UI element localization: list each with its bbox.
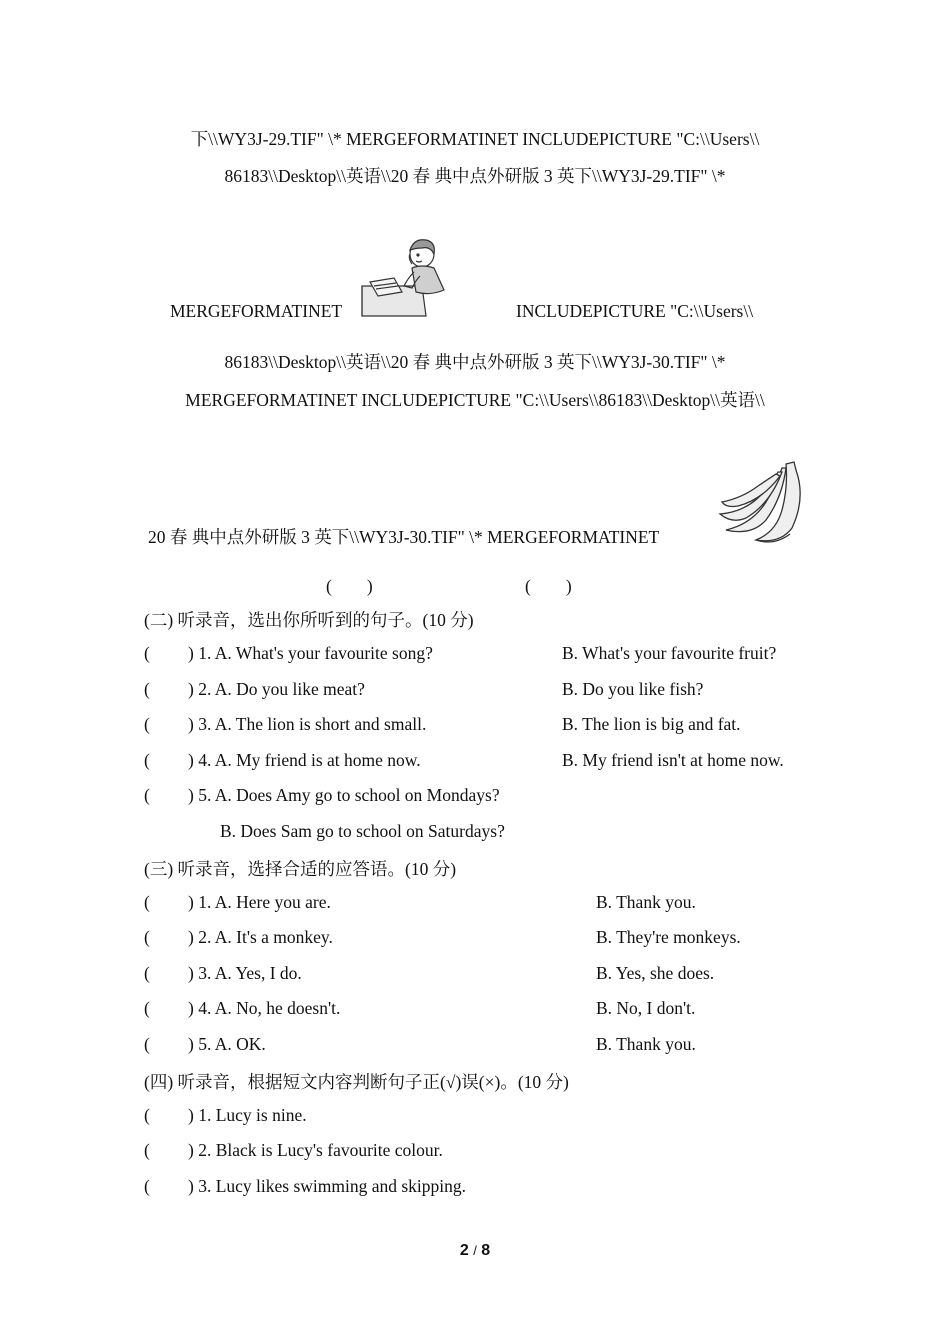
option-a: ) 1. A. What's your favourite song? [188, 643, 433, 663]
section-4-heading: (四) 听录音，根据短文内容判断句子正(√)误(×)。(10 分) [144, 1072, 569, 1092]
statement: ) 1. Lucy is nine. [188, 1105, 307, 1125]
field-code-line-2: 86183\\Desktop\\英语\\20 春 典中点外研版 3 英下\\WY3J-29.TIF" \* [224, 166, 726, 186]
option-b: B. No, I don't. [596, 998, 696, 1018]
statement: ) 3. Lucy likes swimming and skipping. [188, 1176, 467, 1196]
field-code-line-3-left: MERGEFORMATINET [170, 301, 343, 321]
field-code-line-1: 下\\WY3J-29.TIF" \* MERGEFORMATINET INCLUDEPICTURE "C:\\Users\\ [190, 129, 760, 149]
field-code-line-5: MERGEFORMATINET INCLUDEPICTURE "C:\\Users\\86183\\Desktop\\英语\\ [185, 390, 765, 410]
picture-answer-paren-2[interactable]: ( ) [525, 576, 572, 596]
field-code-line-4: 86183\\Desktop\\英语\\20 春 典中点外研版 3 英下\\WY3J-30.TIF" \* [224, 352, 726, 372]
bananas-illustration [716, 458, 806, 546]
option-b: B. Do you like fish? [562, 679, 704, 699]
page-number [0, 1242, 950, 1260]
page-total: 8 [481, 1242, 491, 1259]
option-a: ) 2. A. It's a monkey. [188, 927, 333, 947]
answer-paren[interactable]: ( [144, 1176, 150, 1196]
answer-paren[interactable]: ( [144, 892, 150, 912]
answer-paren[interactable]: ( [144, 714, 150, 734]
answer-paren[interactable]: ( [144, 1034, 150, 1054]
answer-paren[interactable]: ( [144, 643, 150, 663]
option-b: B. Yes, she does. [596, 963, 715, 983]
option-a: ) 3. A. Yes, I do. [188, 963, 302, 983]
answer-paren[interactable]: ( [144, 679, 150, 699]
answer-paren[interactable]: ( [144, 998, 150, 1018]
section-2-item-5-option-b: B. Does Sam go to school on Saturdays? [220, 821, 505, 841]
option-b: B. They're monkeys. [596, 927, 741, 947]
answer-paren[interactable]: ( [144, 1140, 150, 1160]
option-b: B. The lion is big and fat. [562, 714, 741, 734]
option-b: B. My friend isn't at home now. [562, 750, 784, 770]
answer-paren[interactable]: ( [144, 1105, 150, 1125]
page-separator: / [473, 1243, 477, 1258]
option-a: ) 5. A. Does Amy go to school on Mondays? [188, 785, 500, 805]
option-a: ) 1. A. Here you are. [188, 892, 331, 912]
answer-paren[interactable]: ( [144, 927, 150, 947]
answer-paren[interactable]: ( [144, 750, 150, 770]
field-code-line-3-right: INCLUDEPICTURE "C:\\Users\\ [516, 301, 754, 321]
option-b: B. Thank you. [596, 892, 696, 912]
page-current: 2 [459, 1242, 469, 1259]
section-3-heading: (三) 听录音，选择合适的应答语。(10 分) [144, 859, 457, 879]
option-a: ) 4. A. My friend is at home now. [188, 750, 421, 770]
picture-answer-paren-1[interactable]: ( ) [326, 576, 373, 596]
option-a: ) 4. A. No, he doesn't. [188, 998, 341, 1018]
option-b: B. Thank you. [596, 1034, 696, 1054]
option-a: ) 2. A. Do you like meat? [188, 679, 365, 699]
option-a: ) 5. A. OK. [188, 1034, 266, 1054]
option-a: ) 3. A. The lion is short and small. [188, 714, 427, 734]
option-b: B. What's your favourite fruit? [562, 643, 777, 663]
answer-paren[interactable]: ( [144, 785, 150, 805]
boy-reading-illustration [360, 234, 450, 318]
field-code-line-6: 20 春 典中点外研版 3 英下\\WY3J-30.TIF" \* MERGEFORMATINET [148, 527, 660, 547]
answer-paren[interactable]: ( [144, 963, 150, 983]
statement: ) 2. Black is Lucy's favourite colour. [188, 1140, 443, 1160]
section-2-heading: (二) 听录音，选出你所听到的句子。(10 分) [144, 610, 474, 630]
